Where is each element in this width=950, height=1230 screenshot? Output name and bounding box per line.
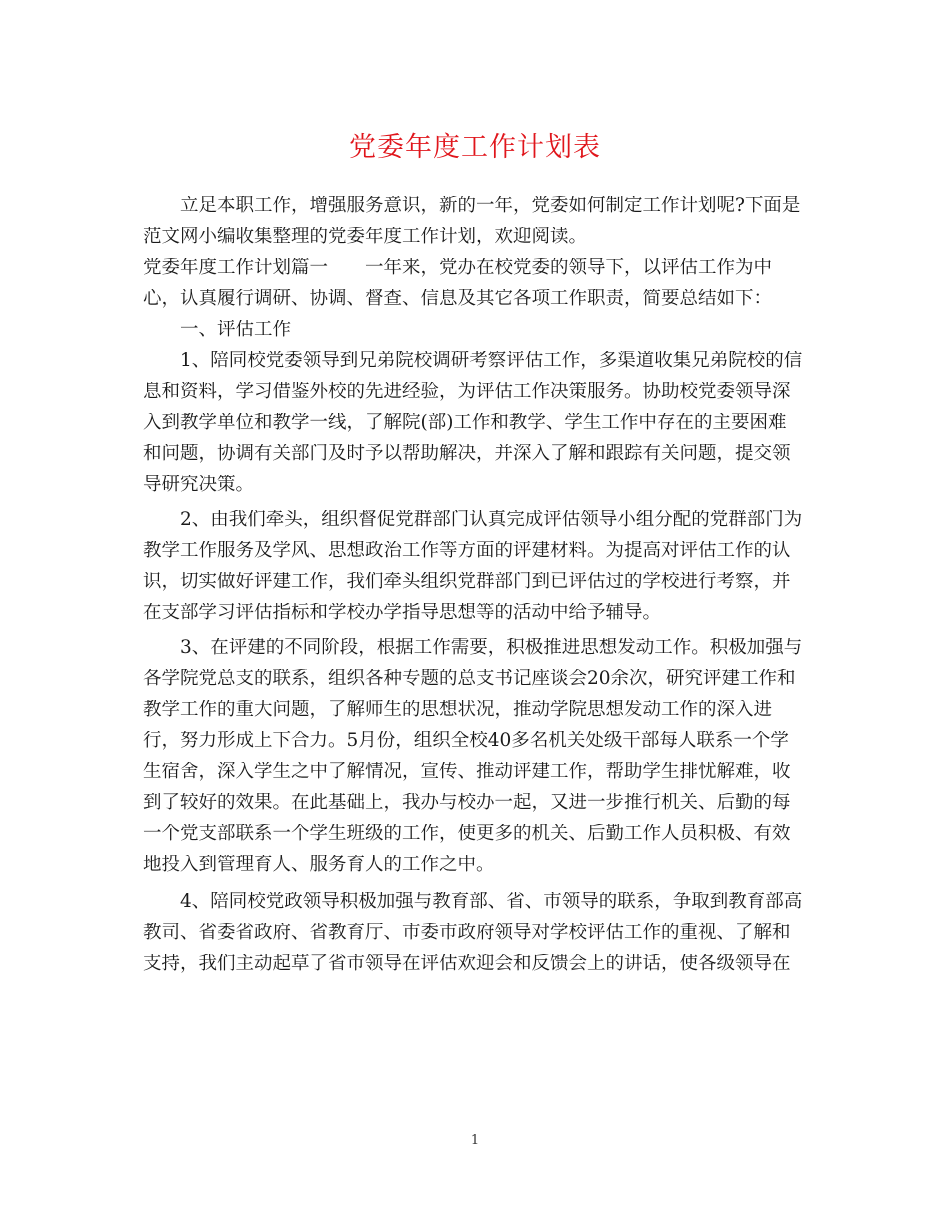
- paragraph-line: 导研究决策。: [143, 475, 255, 495]
- paragraph-line: 2、由我们牵头，组织督促党群部门认真完成评估领导小组分配的党群部门为: [180, 510, 803, 530]
- section-heading: 一、评估工作: [180, 320, 292, 340]
- paragraph-line: 范文网小编收集整理的党委年度工作计划，欢迎阅读。: [143, 227, 588, 247]
- paragraph-line: 各学院党总支的联系，组织各种专题的总支书记座谈会20余次，研究评建工作和: [143, 669, 796, 689]
- document-body: [143, 196, 807, 985]
- paragraph-line: 教司、省委省政府、省教育厅、市委市政府领导对学校评估工作的重视、了解和: [143, 923, 791, 943]
- paragraph-line: 生宿舍，深入学生之中了解情况，宣传、推动评建工作，帮助学生排忧解难，收: [143, 762, 791, 782]
- paragraph-line: 党委年度工作计划篇一 一年来，党办在校党委的领导下，以评估工作为中: [143, 258, 773, 278]
- paragraph-line: 支持，我们主动起草了省市领导在评估欢迎会和反馈会上的讲话，使各级领导在: [143, 954, 791, 974]
- paragraph-line: 立足本职工作，增强服务意识，新的一年，党委如何制定工作计划呢?下面是: [180, 196, 801, 216]
- paragraph-line: 识，切实做好评建工作，我们牵头组织党群部门到已评估过的学校进行考察，并: [143, 572, 791, 592]
- paragraph-line: 在支部学习评估指标和学校办学指导思想等的活动中给予辅导。: [143, 603, 662, 623]
- paragraph-line: 息和资料，学习借鉴外校的先进经验，为评估工作决策服务。协助校党委领导深: [143, 382, 791, 402]
- paragraph-line: 教学工作的重大问题，了解师生的思想状况，推动学院思想发动工作的深入进: [143, 700, 773, 720]
- paragraph-line: 3、在评建的不同阶段，根据工作需要，积极推进思想发动工作。积极加强与: [180, 638, 803, 658]
- paragraph-line: 和问题，协调有关部门及时予以帮助解决，并深入了解和跟踪有关问题，提交领: [143, 444, 791, 464]
- paragraph-line: 行，努力形成上下合力。5月份，组织全校40多名机关处级干部每人联系一个学: [143, 731, 789, 751]
- paragraph-line: 4、陪同校党政领导积极加强与教育部、省、市领导的联系，争取到教育部高: [180, 892, 803, 912]
- paragraph-line: 心，认真履行调研、协调、督查、信息及其它各项工作职责，简要总结如下：: [143, 289, 773, 309]
- paragraph-line: 一个党支部联系一个学生班级的工作，使更多的机关、后勤工作人员积极、有效: [143, 824, 791, 844]
- paragraph-line: 入到教学单位和教学一线，了解院(部)工作和教学、学生工作中存在的主要困难: [143, 413, 787, 433]
- page-number: 1: [470, 1133, 480, 1148]
- paragraph-line: 1、陪同校党委领导到兄弟院校调研考察评估工作，多渠道收集兄弟院校的信: [180, 351, 803, 371]
- paragraph-line: 到了较好的效果。在此基础上，我办与校办一起，又进一步推行机关、后勤的每: [143, 793, 791, 813]
- paragraph-line: 地投入到管理育人、服务育人的工作之中。: [143, 855, 495, 875]
- document-title: 党委年度工作计划表: [349, 132, 601, 163]
- paragraph-line: 教学工作服务及学风、思想政治工作等方面的评建材料。为提高对评估工作的认: [143, 541, 791, 561]
